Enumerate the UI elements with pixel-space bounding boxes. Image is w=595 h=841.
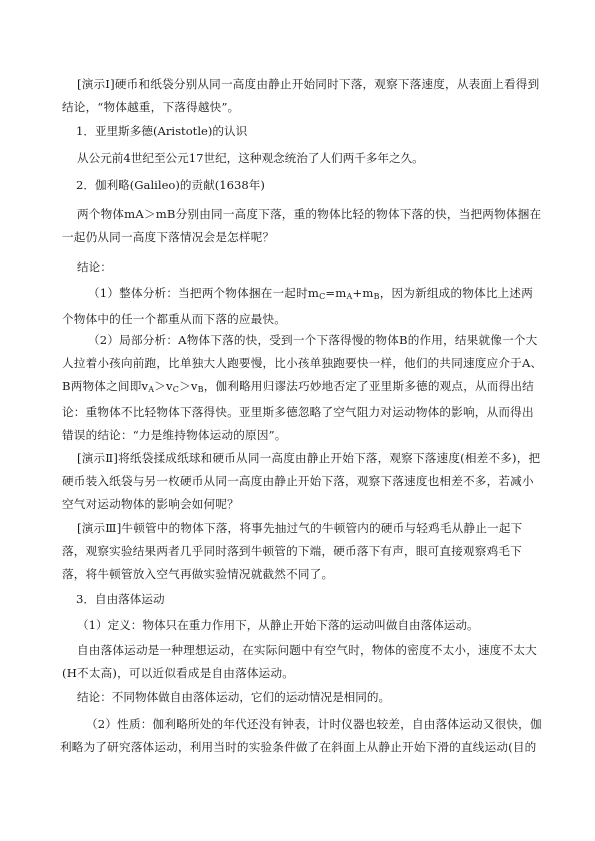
section-heading-aristotle: 1．亚里斯多德(Aristotle)的认识: [76, 124, 248, 138]
paragraph-free-fall-conclusion: 结论：不同物体做自由落体运动，它们的运动情况是相同的。: [77, 690, 391, 704]
paragraph-definition: （1）定义：物体只在重力作用下，从静止开始下落的运动叫做自由落体运动。: [77, 618, 479, 632]
paragraph-aristotle-era: 从公元前4世纪至公元17世纪，这种观念统治了人们两千多年之久。: [77, 151, 424, 165]
conclusion-label: 结论：: [77, 260, 112, 274]
section-heading-galileo: 2．伽利略(Galileo)的贡献(1638年): [76, 178, 265, 192]
demo-1-paragraph: [演示Ⅰ]硬币和纸袋分别从同一高度由静止开始同时下落，观察下落速度，从表面上看得到结论，“物体越重，下落得越快”。: [62, 77, 540, 114]
paragraph-local-analysis: （2）局部分析：A物体下落的快，受到一个下落得慢的物体B的作用，结果就像一个大人拉着小孩向前跑，比单独大人跑要慢，比小孩单独跑要快一样，他们的共同速度应介于A、B两物体之间即$v_A>v_C>v_B$，伽利略用归谬法巧妙地否定了亚里斯多德的观点，从而得出结论：重物体不比轻物体下落得快。亚里斯多德忽略了空气阻力对运动物体的影响，从而得出错误的结论：“力是维持物体运动的原因”。: [62, 333, 543, 442]
section-heading-free-fall: 3．自由落体运动: [76, 592, 165, 606]
paragraph-properties: （2）性质：伽利略所处的年代还没有钟表，计时仪器也较差，自由落体运动又很快，伽利略为了研究落体运动，利用当时的实验条件做了在斜面上从静止开始下滑的直线运动(目的: [60, 717, 542, 754]
paragraph-whole-analysis: （1）整体分析：当把两个物体捆在一起时$m_C=m_A+m_B$，因为新组成的物体比上述两个物体中的任一个都重从而下落的应最快。: [62, 286, 534, 326]
demo-2-paragraph: [演示Ⅱ]将纸袋揉成纸球和硬币从同一高度由静止开始下落，观察下落速度(相差不多)，把硬币装入纸袋与另一枚硬币从同一高度由静止开始下落，观察下落速度也相差不多，若减小空气对运动物体的影响会如何呢？: [62, 451, 541, 511]
demo-3-paragraph: [演示Ⅲ]牛顿管中的物体下落，将事先抽过气的牛顿管内的硬币与轻鸡毛从静止一起下落，观察实验结果两者几乎同时落到牛顿管的下端，硬币落下有声，眼可直接观察鸡毛下落，将牛顿管放入空气再做实验情况就截然不同了。: [62, 521, 523, 581]
paragraph-two-objects: 两个物体mA＞mB分别由同一高度下落，重的物体比轻的物体下落的快，当把两物体捆在一起仍从同一高度下落情况会是怎样呢？: [62, 207, 542, 244]
paragraph-ideal-motion: 自由落体运动是一种理想运动，在实际问题中有空气时，物体的密度不太小，速度不太大(H不太高)，可以近似看成是自由落体运动。: [62, 643, 537, 680]
